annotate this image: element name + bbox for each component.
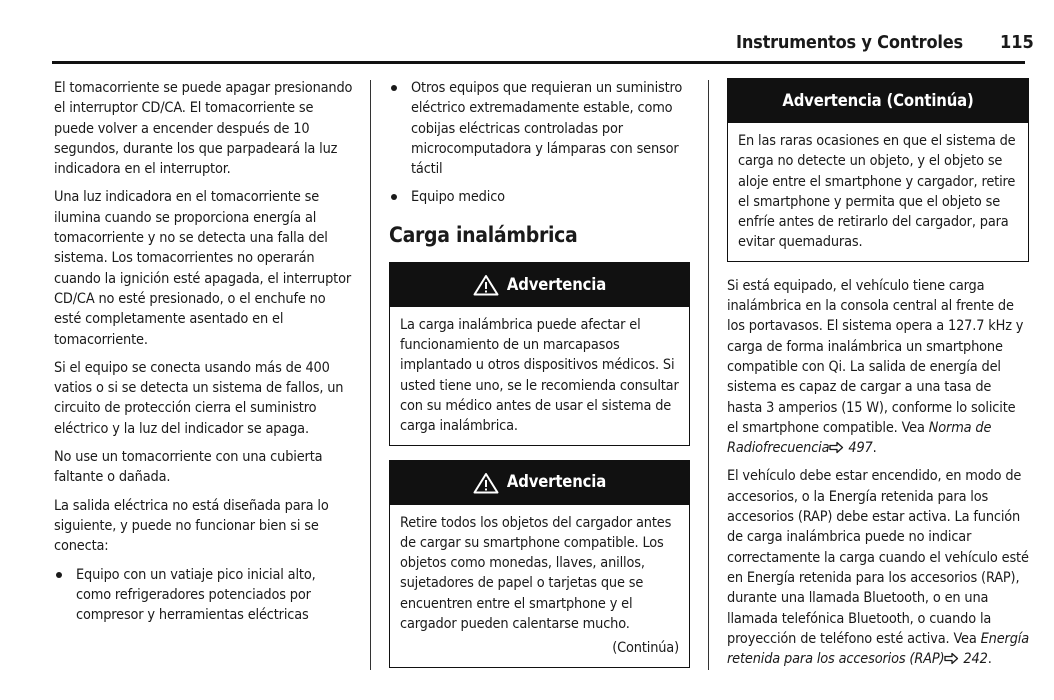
continued-label: (Continúa)	[612, 640, 679, 657]
paragraph-protection-circuit: Si el equipo se conecta usando más de 400 vatios o si se detecta un sistema de fallos, un circuito de protección cierra el suministro eléctrico y la luz del indicador se apaga.	[54, 359, 344, 437]
list-item	[389, 187, 690, 207]
cross-reference-link[interactable]: Energía retenida para los accesorios (RAP)	[727, 630, 1030, 668]
column-divider-1	[370, 80, 371, 670]
paragraph-indicator-light: Una luz indicadora en el tomacorriente se ilumina cuando se proporciona energía al tomacorriente y no se detecta una falla del sistema. Los tomacorrientes no operarán cuando la ignición esté apagada, el interruptor CD/CA no esté presionado, o el enchufe no esté completamente asentado en el tomacorriente.	[54, 189, 352, 348]
list-item	[389, 78, 690, 179]
warning-body	[390, 505, 689, 667]
warning-triangle-icon	[473, 274, 499, 296]
paragraph-text: El vehículo debe estar encendido, en modo de accesorios, o la Energía retenida para los accesorios (RAP) debe estar activa. La función de carga inalámbrica puede no indicar correctamente la carga cuando el vehículo esté en Energía retenida para los accesorios (RAP), durante una llamada Bluetooth, o en una llamada telefónica Bluetooth, o cuando la proyección de teléfono esté activa. Vea	[727, 468, 1029, 647]
warning-title: Advertencia (Continúa)	[782, 90, 974, 110]
cross-reference-page[interactable]: 242	[963, 651, 988, 668]
cross-reference-arrow-icon	[829, 441, 844, 454]
warning-header	[728, 79, 1028, 123]
cross-reference-link[interactable]: Norma de Radiofrecuencia	[727, 419, 992, 457]
list-item-text: Equipo con un vatiaje pico inicial alto, como refrigeradores potenciados por compresor y herramientas eléctricas	[76, 566, 316, 624]
warning-title: Advertencia	[506, 274, 607, 294]
warning-header	[390, 461, 689, 505]
list-item-text: Equipo medico	[411, 189, 505, 206]
column-2	[389, 78, 690, 682]
warning-header	[390, 263, 689, 307]
column-3	[727, 78, 1029, 677]
warning-text: Retire todos los objetos del cargador antes de cargar su smartphone compatible. Los objetos como monedas, llaves, anillos, sujetadores de papel o tarjetas que se encuentren entre el smartphone y el cargador pueden calentarse mucho.	[400, 514, 672, 633]
header-title: Instrumentos y Controles	[736, 32, 963, 53]
page-header	[0, 30, 1054, 64]
bullet-dot-icon	[391, 85, 397, 91]
paragraph-not-designed: La salida eléctrica no está diseñada para lo siguiente, y puede no funcionar bien si se conecta:	[54, 497, 329, 555]
bullet-dot-icon	[56, 572, 62, 578]
warning-box-objects	[389, 460, 690, 668]
paragraph-outlet-off: El tomacorriente se puede apagar presionando el interruptor CD/CA. El tomacorriente se puede volver a encender después de 10 segundos, durante los que parpadeará la luz indicadora en el interruptor.	[54, 80, 353, 178]
warning-box-pacemaker	[389, 262, 690, 446]
column-divider-2	[708, 80, 709, 670]
paragraph-damaged-cover: No use un tomacorriente con una cubierta faltante o dañada.	[54, 449, 323, 486]
warning-title: Advertencia	[506, 472, 607, 492]
page-number: 115	[1000, 32, 1034, 53]
warning-body	[390, 307, 689, 445]
bullet-dot-icon	[391, 194, 397, 200]
warning-body	[728, 123, 1028, 261]
cross-reference-page[interactable]: 497	[848, 440, 873, 457]
warning-text: En las raras ocasiones en que el sistema de carga no detecte un objeto, y el objeto se aloje entre el smartphone y cargador, retire el smartphone y permita que el objeto se enfríe antes de retirarlo del cargador, para evitar quemaduras.	[738, 133, 1016, 251]
paragraph-wireless-charging: Si está equipado, el vehículo tiene carga inalámbrica en la consola central al frente de los portavasos. El sistema opera a 127.7 kHz y carga de forma inalámbrica un smartphone compatible con Qi. La salida de energía del sistema es capaz de cargar a una tasa de hasta 3 amperios (15 W), conforme lo solicite el smartphone compatible. Vea Norma de Radiofrecuencia 497.	[727, 277, 1024, 457]
warning-box-continued	[727, 78, 1029, 262]
paragraph-text: Si está equipado, el vehículo tiene carga inalámbrica en la consola central al frente de los portavasos. El sistema opera a 127.7 kHz y carga de forma inalámbrica un smartphone compatible con Qi. La salida de energía del sistema es capaz de cargar a una tasa de hasta 3 amperios (15 W), conforme lo solicite el smartphone compatible. Vea	[727, 277, 1024, 436]
list-item	[54, 565, 354, 626]
column-1	[54, 78, 354, 633]
list-item-text: Otros equipos que requieran un suministro eléctrico extremadamente estable, como cobijas eléctricas controladas por microcomputadora y lámparas con sensor táctil	[411, 80, 683, 178]
section-title: Carga inalámbrica	[389, 222, 578, 247]
header-rule	[52, 61, 1025, 64]
paragraph-vehicle-on: El vehículo debe estar encendido, en modo de accesorios, o la Energía retenida para los accesorios (RAP) debe estar activa. La función de carga inalámbrica puede no indicar correctamente la carga cuando el vehículo esté en Energía retenida para los accesorios (RAP), durante una llamada Bluetooth, o en una llamada telefónica Bluetooth, o cuando la proyección de teléfono esté activa. Vea Energía retenida para los accesorios (RAP) 242.	[727, 468, 1030, 668]
cross-reference-arrow-icon	[944, 652, 959, 665]
warning-text: La carga inalámbrica puede afectar el funcionamiento de un marcapasos implantado u otros dispositivos médicos. Si usted tiene uno, se le recomienda consultar con su médico antes de usar el sistema de carga inalámbrica.	[400, 316, 679, 435]
warning-triangle-icon	[473, 472, 499, 494]
